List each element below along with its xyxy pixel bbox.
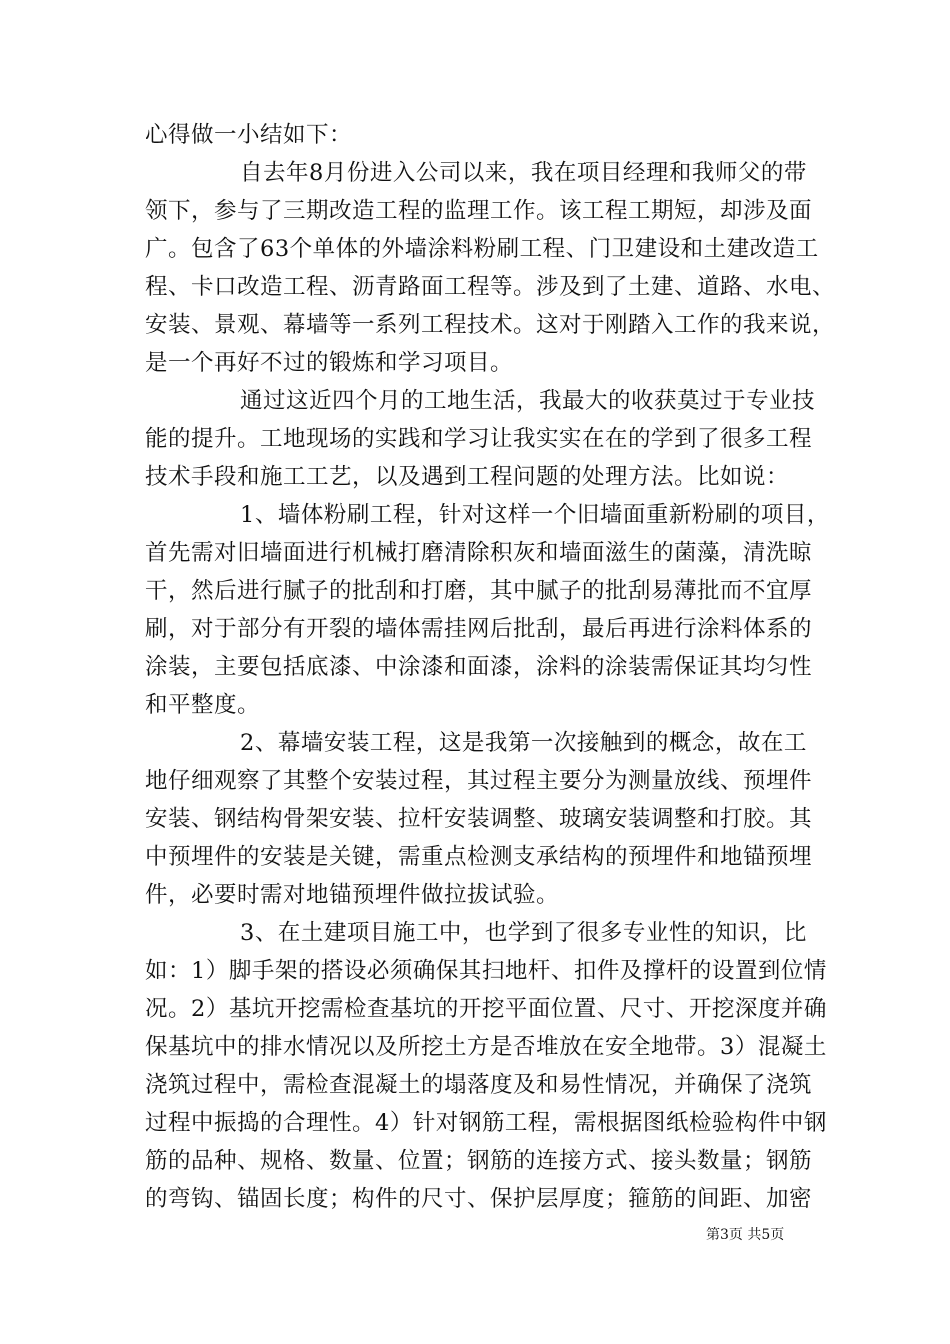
text-line: 程、卡口改造工程、沥青路面工程等。涉及到了土建、道路、水电、 xyxy=(145,274,836,300)
text-line: 广。包含了63个单体的外墙涂料粉刷工程、门卫建设和土建改造工 xyxy=(145,236,819,262)
paragraph-first-line: 3、在土建项目施工中，也学到了很多专业性的知识，比 xyxy=(240,920,807,946)
text-line: 况。2）基坑开挖需检查基坑的开挖平面位置、尺寸、开挖深度并确 xyxy=(145,996,827,1022)
text-line: 首先需对旧墙面进行机械打磨清除积灰和墙面滋生的菌藻，清洗晾 xyxy=(145,540,813,566)
text-line: 如：1）脚手架的搭设必须确保其扫地杆、扣件及撑杆的设置到位情 xyxy=(145,958,827,984)
text-line: 安装、钢结构骨架安装、拉杆安装调整、玻璃安装调整和打胶。其 xyxy=(145,806,813,832)
text-line: 的弯钩、锚固长度；构件的尺寸、保护层厚度；箍筋的间距、加密 xyxy=(145,1186,813,1212)
text-line: 安装、景观、幕墙等一系列工程技术。这对于刚踏入工作的我来说， xyxy=(145,312,836,338)
text-line: 和平整度。 xyxy=(145,692,261,718)
paragraph-first-line: 1、墙体粉刷工程，针对这样一个旧墙面重新粉刷的项目， xyxy=(240,502,830,528)
text-line: 中预埋件的安装是关键，需重点检测支承结构的预埋件和地锚预埋 xyxy=(145,844,813,870)
paragraph-first-line: 通过这近四个月的工地生活，我最大的收获莫过于专业技 xyxy=(240,388,816,414)
text-line: 浇筑过程中，需检查混凝土的塌落度及和易性情况，并确保了浇筑 xyxy=(145,1072,813,1098)
text-line: 能的提升。工地现场的实践和学习让我实实在在的学到了很多工程 xyxy=(145,426,813,452)
text-line: 是一个再好不过的锻炼和学习项目。 xyxy=(145,350,514,376)
page-number-footer: 第3页 共5页 xyxy=(706,1227,785,1243)
text-line: 心得做一小结如下： xyxy=(145,122,353,148)
text-line: 件，必要时需对地锚预埋件做拉拔试验。 xyxy=(145,882,560,908)
text-line: 地仔细观察了其整个安装过程，其过程主要分为测量放线、预埋件 xyxy=(145,768,813,794)
text-line: 过程中振捣的合理性。4）针对钢筋工程，需根据图纸检验构件中钢 xyxy=(145,1110,827,1136)
text-line: 刷，对于部分有开裂的墙体需挂网后批刮，最后再进行涂料体系的 xyxy=(145,616,813,642)
text-line: 保基坑中的排水情况以及所挖土方是否堆放在安全地带。3）混凝土 xyxy=(145,1034,827,1060)
text-line: 筋的品种、规格、数量、位置；钢筋的连接方式、接头数量；钢筋 xyxy=(145,1148,813,1174)
paragraph-first-line: 自去年8月份进入公司以来，我在项目经理和我师父的带 xyxy=(240,160,807,186)
text-line: 干，然后进行腻子的批刮和打磨，其中腻子的批刮易薄批而不宜厚 xyxy=(145,578,813,604)
text-line: 领下，参与了三期改造工程的监理工作。该工程工期短，却涉及面 xyxy=(145,198,813,224)
text-line: 涂装，主要包括底漆、中涂漆和面漆，涂料的涂装需保证其均匀性 xyxy=(145,654,813,680)
paragraph-first-line: 2、幕墙安装工程，这是我第一次接触到的概念，故在工 xyxy=(240,730,807,756)
text-line: 技术手段和施工工艺，以及遇到工程问题的处理方法。比如说： xyxy=(145,464,790,490)
